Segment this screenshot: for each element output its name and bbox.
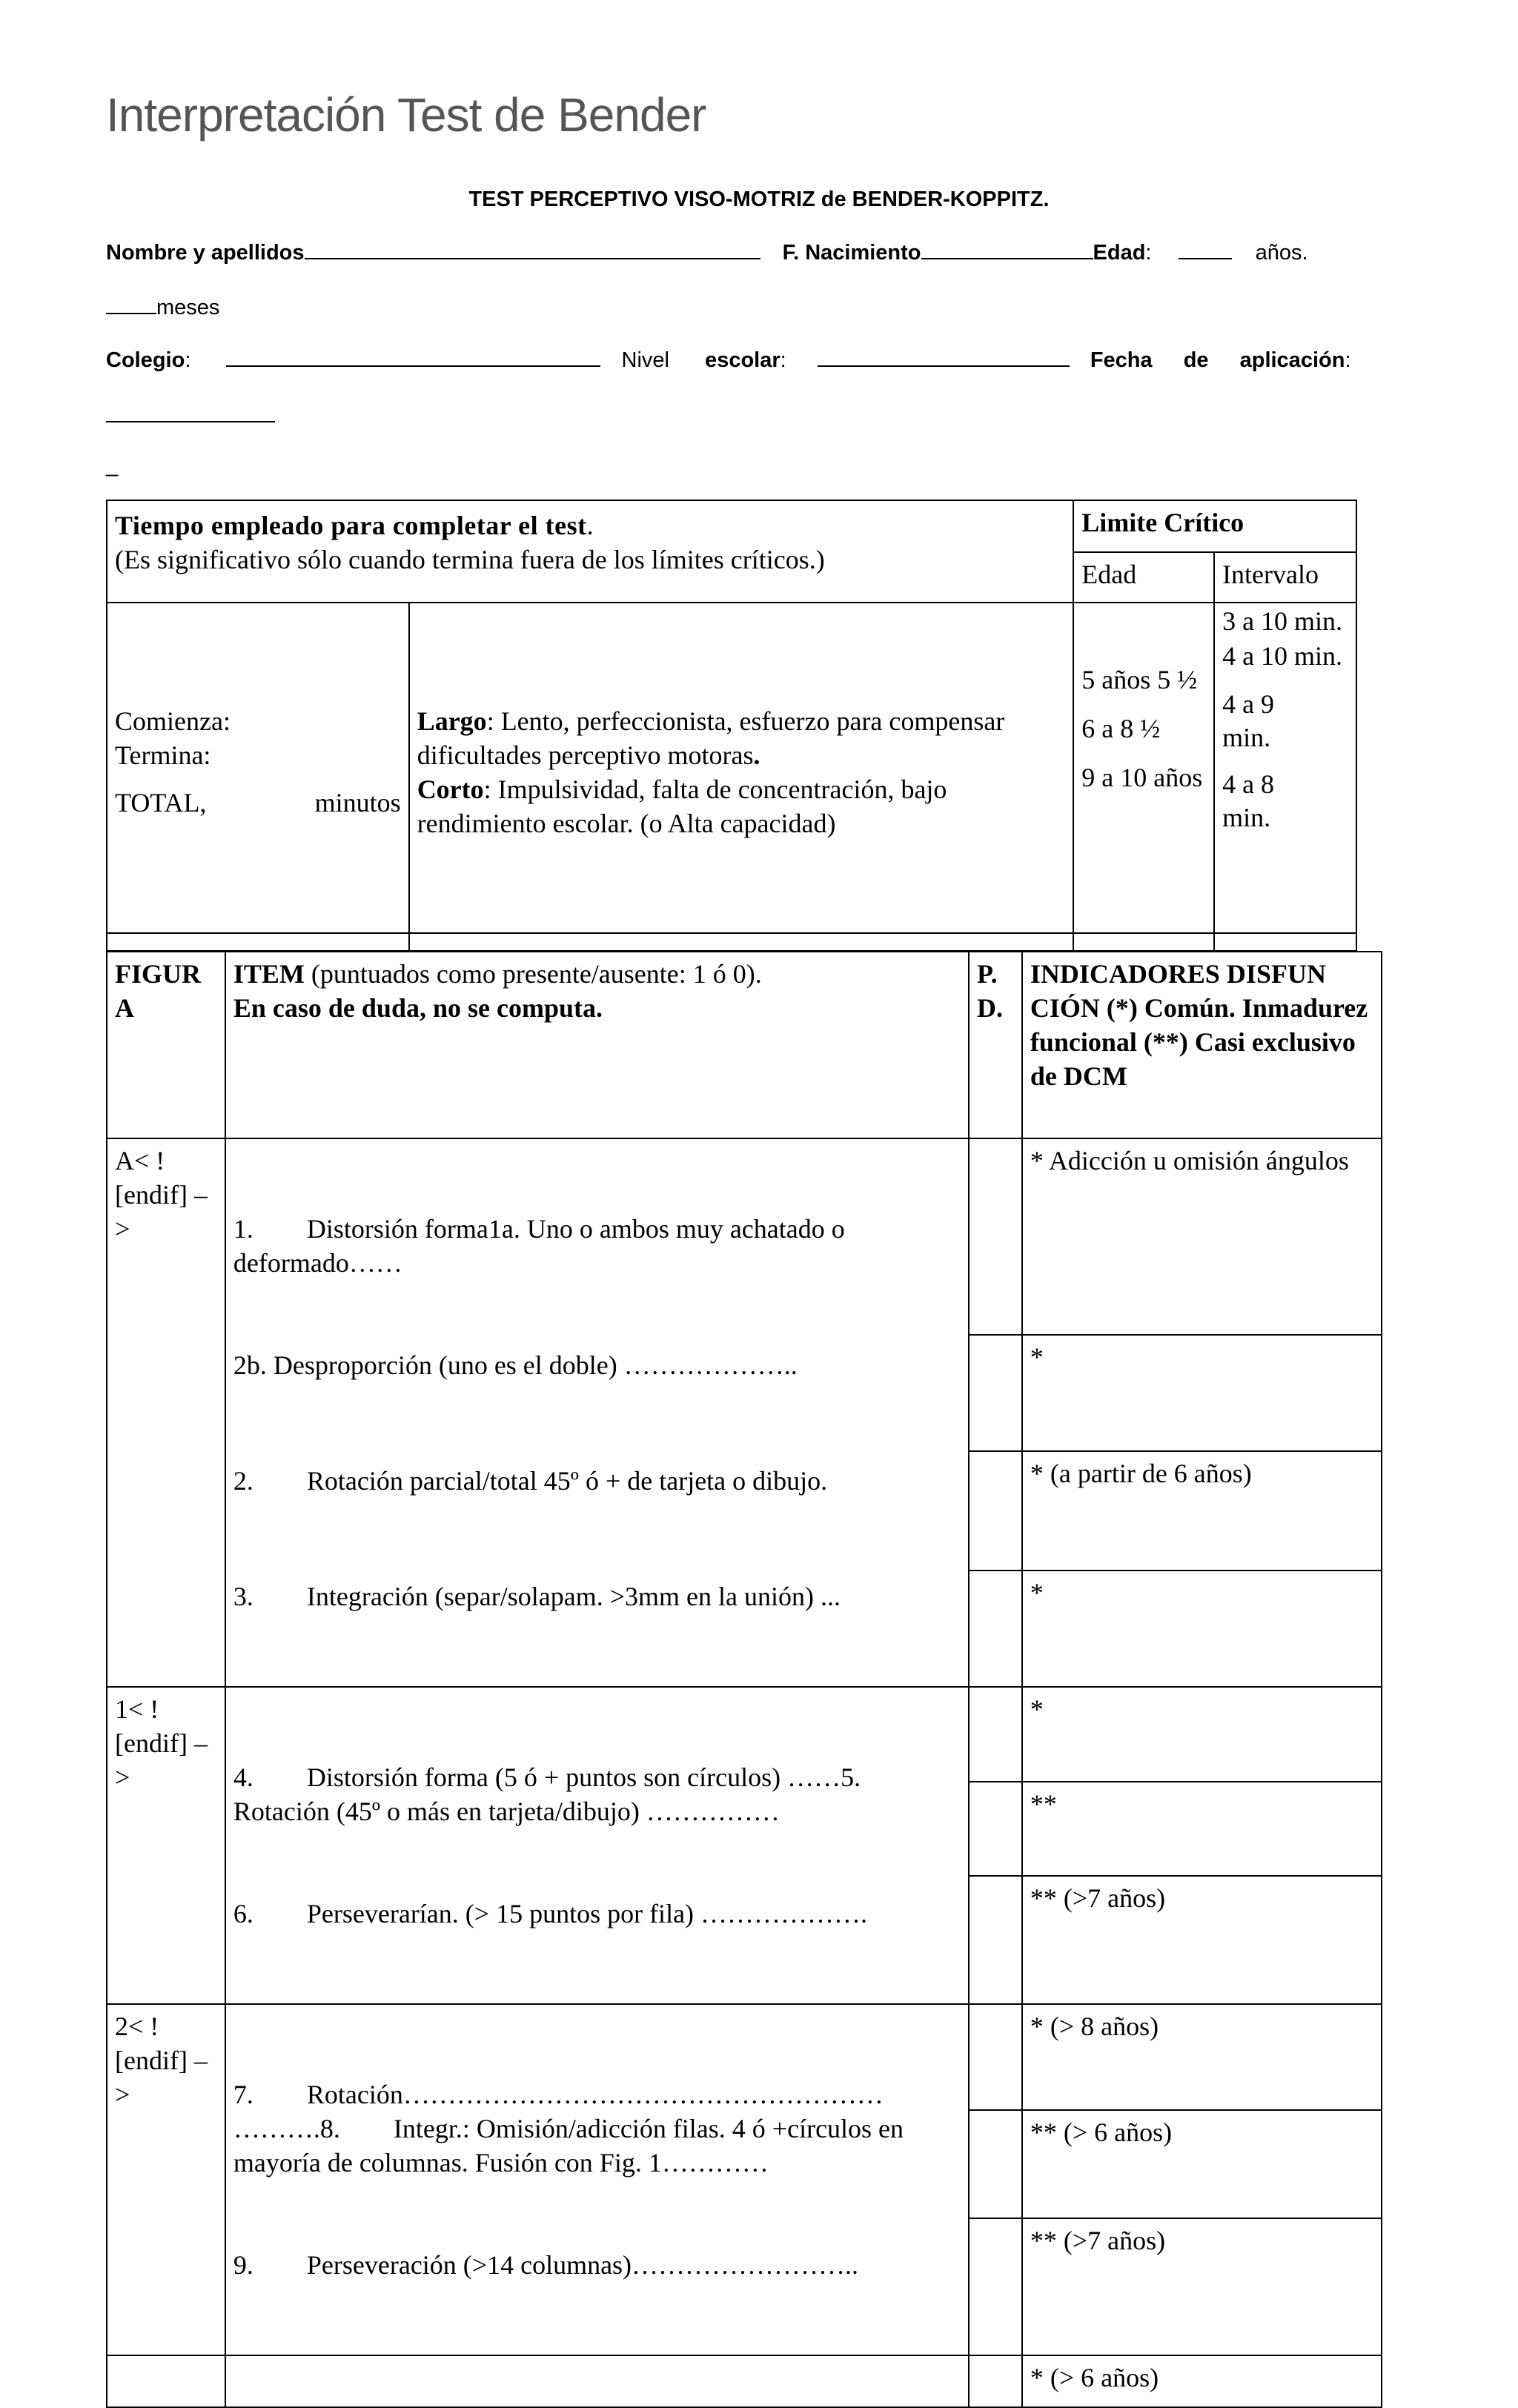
item-text: 4. Distorsión forma (5 ó + puntos son círculos) ……5. Rotación (45º o más en tarjeta/dibujo) ……………: [233, 1762, 915, 1826]
minutos-label: minutos: [314, 788, 401, 817]
item-text: 3. Integración (separ/solapam. >3mm en la unión) ...: [233, 1582, 841, 1611]
pd-cell[interactable]: [969, 1876, 1022, 2004]
time-table: [106, 500, 1357, 952]
limite-critico-header: Limite Crítico: [1073, 500, 1356, 552]
total-label: TOTAL,: [115, 788, 207, 817]
item-text: 7. Rotación……………………………………………… ……….8. Integr.: Omisión/adicción filas. 4 ó +círculos en mayoría de columnas. Fusión con Fig. 1…………: [233, 2080, 911, 2178]
nacimiento-field[interactable]: [921, 236, 1093, 259]
pd-header: P. D.: [969, 952, 1022, 1138]
largo-label: Largo: [417, 706, 487, 736]
indicadores-header: INDICADORES DISFUN CIÓN (*) Común. Inmadurez funcional (**) Casi exclusivo de DCM: [1022, 952, 1382, 1138]
time-entry-cell: [107, 603, 409, 933]
colegio-field[interactable]: [226, 343, 600, 367]
meses-label: meses: [156, 296, 220, 319]
item-header: [225, 952, 969, 1138]
indicador-cell: ** (>7 años): [1022, 1876, 1382, 2004]
pd-cell[interactable]: [969, 1138, 1022, 1335]
edad-header: Edad: [1073, 552, 1214, 603]
nacimiento-label: F. Nacimiento: [782, 241, 921, 265]
edad-value: 9 a 10 años: [1081, 763, 1203, 792]
intervalo-value: 3 a 10 min.: [1222, 606, 1343, 636]
meses-field[interactable]: [106, 291, 156, 314]
intervalo-header: Intervalo: [1214, 552, 1356, 603]
largo-text: : Lento, perfeccionista, esfuerzo para compensar dificultades perceptivo motoras: [417, 706, 1005, 770]
edad-anos-field[interactable]: [1179, 236, 1232, 259]
indicador-cell: *: [1022, 1687, 1382, 1782]
indicador-cell: ** (> 6 años): [1022, 2110, 1382, 2219]
fecha-colon: :: [1345, 348, 1351, 372]
spacer-cell: [1073, 933, 1214, 951]
termina-label: Termina:: [115, 740, 211, 770]
trailing-mark: _: [106, 454, 119, 477]
item-header-line2: En caso de duda, no se computa.: [233, 993, 603, 1023]
time-header-cell: [107, 500, 1073, 603]
figura-cell-empty: [107, 2355, 225, 2407]
edades-cell: [1073, 603, 1214, 933]
colegio-colon: :: [185, 348, 191, 372]
pd-cell[interactable]: [969, 2218, 1022, 2355]
comienza-label: Comienza:: [115, 706, 231, 736]
item-header-rest: (puntuados como presente/ausente: 1 ó 0).: [304, 959, 762, 989]
edad-value: 5 años 5 ½: [1081, 665, 1198, 694]
edad-colon: :: [1145, 241, 1152, 265]
page-title: Interpretación Test de Bender: [106, 88, 706, 142]
spacer-cell: [409, 933, 1074, 951]
indicador-cell: * (> 8 años): [1022, 2004, 1382, 2110]
item-header-bold: ITEM: [233, 959, 305, 989]
intervalos-cell: [1214, 603, 1356, 933]
figura-cell: A< ![endif] –>: [107, 1138, 225, 1687]
form-line-fecha: [106, 399, 1393, 428]
spacer-cell: [107, 933, 409, 951]
items-table: [106, 951, 1382, 2408]
fecha-label: Fecha de aplicación: [1090, 348, 1345, 372]
item-text: 6. Perseverarían. (> 15 puntos por fila) ……………….: [233, 1899, 868, 1928]
pd-cell[interactable]: [969, 2110, 1022, 2219]
corto-text: : Impulsividad, falta de concentración, bajo rendimiento escolar. (o Alta capacidad): [417, 775, 947, 838]
time-description-cell: [409, 603, 1074, 933]
items-cell-empty: [225, 2355, 969, 2407]
pd-cell[interactable]: [969, 1451, 1022, 1570]
item-text: 9. Perseveración (>14 columnas)……………………..: [233, 2250, 859, 2280]
intervalo-value: 4 a 10 min.: [1222, 641, 1343, 671]
form-line-colegio: [106, 343, 1393, 373]
items-cell: [225, 1138, 969, 1687]
corto-label: Corto: [417, 775, 484, 804]
nombre-field[interactable]: [305, 236, 760, 259]
test-subtitle: TEST PERCEPTIVO VISO-MOTRIZ de BENDER-KOPPITZ.: [468, 188, 1050, 211]
indicador-cell: * (> 6 años): [1022, 2355, 1382, 2407]
figura-cell: 1< ![endif] –>: [107, 1687, 225, 2004]
figura-cell: 2< ![endif] –>: [107, 2004, 225, 2355]
escolar-colon: :: [780, 348, 786, 372]
nivel-label: Nivel: [621, 348, 669, 372]
pd-cell[interactable]: [969, 1570, 1022, 1687]
form-line-meses: [106, 291, 1393, 320]
fecha-field[interactable]: [106, 399, 275, 422]
item-text: 1. Distorsión forma1a. Uno o ambos muy achatado o deformado……: [233, 1214, 852, 1278]
nivel-escolar-field[interactable]: [818, 343, 1070, 367]
escolar-label: escolar: [705, 348, 780, 372]
time-header-title: Tiempo empleado para completar el test: [115, 511, 587, 540]
item-text: 2. Rotación parcial/total 45º ó + de tarjeta o dibujo.: [233, 1466, 828, 1496]
spacer-cell: [1214, 933, 1356, 951]
nombre-label: Nombre y apellidos: [106, 241, 305, 265]
pd-cell[interactable]: [969, 1687, 1022, 1782]
edad-label: Edad: [1093, 241, 1146, 265]
indicador-cell: **: [1022, 1782, 1382, 1877]
indicador-cell: * Adicción u omisión ángulos: [1022, 1138, 1382, 1335]
intervalo-value: 4 a 9 min.: [1222, 689, 1275, 752]
form-line-nombre: [106, 236, 1393, 265]
largo-end: .: [753, 740, 760, 770]
indicador-cell: *: [1022, 1570, 1382, 1687]
edad-value: 6 a 8 ½: [1081, 714, 1161, 743]
time-header-note: (Es significativo sólo cuando termina fuera de los límites críticos.): [115, 545, 825, 574]
intervalo-value: 4 a 8 min.: [1222, 769, 1275, 832]
pd-cell[interactable]: [969, 1335, 1022, 1451]
pd-cell[interactable]: [969, 2004, 1022, 2110]
items-cell: [225, 1687, 969, 2004]
item-text: 2b. Desproporción (uno es el doble) ………………..: [233, 1350, 798, 1380]
indicador-cell: ** (>7 años): [1022, 2218, 1382, 2355]
pd-cell[interactable]: [969, 2355, 1022, 2407]
figura-header: FIGUR A: [107, 952, 225, 1138]
indicador-cell: *: [1022, 1335, 1382, 1451]
colegio-label: Colegio: [106, 348, 185, 372]
items-cell: [225, 2004, 969, 2355]
time-header-title-end: .: [586, 511, 594, 540]
pd-cell[interactable]: [969, 1782, 1022, 1877]
indicador-cell: * (a partir de 6 años): [1022, 1451, 1382, 1570]
anos-label: años.: [1255, 241, 1308, 265]
